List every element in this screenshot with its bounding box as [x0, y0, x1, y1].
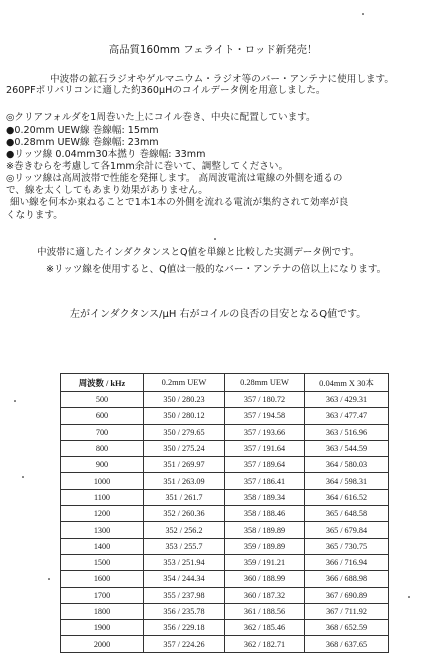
uew-028-cell: 362 / 185.46 — [225, 620, 305, 636]
frequency-cell: 600 — [61, 408, 144, 424]
uew-020-cell: 350 / 280.23 — [144, 392, 225, 408]
table-row — [61, 522, 389, 538]
detail-line: ◎クリアフォルダを1周巻いた上にコイル巻き、中央に配置しています。 — [6, 112, 316, 123]
scan-speck — [22, 476, 24, 478]
frequency-cell: 700 — [61, 424, 144, 440]
inductance-q-table — [60, 373, 389, 653]
litz-cell: 366 / 716.94 — [305, 554, 389, 570]
scan-speck — [408, 596, 410, 598]
uew-028-cell: 357 / 191.64 — [225, 440, 305, 456]
column-header-litz: 0.04mm X 30本 — [305, 374, 389, 392]
table-row — [61, 473, 389, 489]
table-row — [61, 424, 389, 440]
litz-cell: 365 / 679.84 — [305, 522, 389, 538]
uew-028-cell: 361 / 188.56 — [225, 603, 305, 619]
uew-020-cell: 354 / 244.34 — [144, 571, 225, 587]
detail-line: ●リッツ線 0.04mm30本撚り 巻線幅: 33mm — [6, 149, 206, 160]
frequency-cell: 1000 — [61, 473, 144, 489]
detail-line: ●0.20mm UEW線 巻線幅: 15mm — [6, 125, 159, 136]
litz-cell: 365 / 648.58 — [305, 506, 389, 522]
uew-020-cell: 353 / 255.7 — [144, 538, 225, 554]
uew-020-cell: 356 / 235.78 — [144, 603, 225, 619]
frequency-cell: 1700 — [61, 587, 144, 603]
inductance-q-table-container — [60, 373, 388, 653]
note-line: ※リッツ線を使用すると、Q値は一般的なバー・アンテナの倍以上になります。 — [46, 264, 387, 275]
frequency-cell: 1900 — [61, 620, 144, 636]
detail-line: ●0.28mm UEW線 巻線幅: 23mm — [6, 137, 159, 148]
litz-cell: 367 / 711.92 — [305, 603, 389, 619]
table-row — [61, 587, 389, 603]
frequency-cell: 1100 — [61, 489, 144, 505]
uew-020-cell: 356 / 229.18 — [144, 620, 225, 636]
uew-028-cell: 357 / 186.41 — [225, 473, 305, 489]
uew-020-cell: 350 / 280.12 — [144, 408, 225, 424]
table-row — [61, 554, 389, 570]
detail-line: 細い線を何本か束ねることで1本1本の外側を流れる電流が集約されて効率が良 — [10, 197, 349, 208]
litz-cell: 363 / 429.31 — [305, 392, 389, 408]
detail-line: ◎リッツ線は高周波帯で性能を発揮します。 高周波電流は電線の外側を通るの — [6, 173, 343, 184]
detail-line: くなります。 — [6, 210, 63, 221]
uew-028-cell: 357 / 194.58 — [225, 408, 305, 424]
uew-020-cell: 355 / 237.98 — [144, 587, 225, 603]
scan-speck — [14, 400, 16, 402]
detail-line: ※巻きむらを考慮して各1mm余計に巻いて、調整してください。 — [6, 161, 289, 172]
frequency-cell: 1600 — [61, 571, 144, 587]
table-row — [61, 538, 389, 554]
uew-020-cell: 350 / 275.24 — [144, 440, 225, 456]
scan-speck — [214, 238, 216, 240]
table-row — [61, 603, 389, 619]
page-title: 高品質160mm フェライト・ロッド新発売！ — [108, 44, 318, 56]
table-header-row — [61, 374, 389, 392]
litz-cell: 364 / 580.03 — [305, 457, 389, 473]
litz-cell: 363 / 516.96 — [305, 424, 389, 440]
uew-020-cell: 357 / 224.26 — [144, 636, 225, 652]
uew-020-cell: 351 / 269.97 — [144, 457, 225, 473]
column-header-frequency: 周波数 / kHz — [61, 374, 144, 392]
intro-line: 260PFポリバリコンに適した約360μHのコイルデータ例を用意しました。 — [6, 85, 326, 96]
intro-line: 中波帯の鉱石ラジオやゲルマニウム・ラジオ等のバー・アンテナに使用します。 — [50, 74, 394, 85]
litz-cell: 366 / 688.98 — [305, 571, 389, 587]
frequency-cell: 800 — [61, 440, 144, 456]
litz-cell: 368 / 652.59 — [305, 620, 389, 636]
litz-cell: 368 / 637.65 — [305, 636, 389, 652]
frequency-cell: 1500 — [61, 554, 144, 570]
scan-speck — [362, 13, 364, 15]
uew-020-cell: 353 / 251.94 — [144, 554, 225, 570]
uew-020-cell: 351 / 263.09 — [144, 473, 225, 489]
frequency-cell: 1200 — [61, 506, 144, 522]
litz-cell: 363 / 477.47 — [305, 408, 389, 424]
uew-028-cell: 357 / 180.72 — [225, 392, 305, 408]
uew-028-cell: 359 / 191.21 — [225, 554, 305, 570]
note-line: 中波帯に適したインダクタンスとQ値を単線と比較した実測データ例です。 — [37, 247, 360, 258]
litz-cell: 364 / 598.31 — [305, 473, 389, 489]
table-row — [61, 392, 389, 408]
table-caption: 左がインダクタンス/μH 右がコイルの良否の目安となるQ値です。 — [70, 309, 367, 320]
uew-028-cell: 360 / 187.32 — [225, 587, 305, 603]
table-row — [61, 440, 389, 456]
litz-cell: 367 / 690.89 — [305, 587, 389, 603]
table-row — [61, 571, 389, 587]
column-header-020-uew: 0.2mm UEW — [144, 374, 225, 392]
uew-028-cell: 358 / 189.89 — [225, 522, 305, 538]
frequency-cell: 2000 — [61, 636, 144, 652]
frequency-cell: 1400 — [61, 538, 144, 554]
uew-028-cell: 359 / 189.89 — [225, 538, 305, 554]
uew-020-cell: 352 / 256.2 — [144, 522, 225, 538]
table-row — [61, 489, 389, 505]
uew-020-cell: 352 / 260.36 — [144, 506, 225, 522]
table-row — [61, 636, 389, 652]
frequency-cell: 500 — [61, 392, 144, 408]
frequency-cell: 1800 — [61, 603, 144, 619]
frequency-cell: 900 — [61, 457, 144, 473]
column-header-028-uew: 0.28mm UEW — [225, 374, 305, 392]
table-body — [61, 392, 389, 653]
scan-speck — [48, 578, 50, 580]
table-row — [61, 408, 389, 424]
litz-cell: 363 / 544.59 — [305, 440, 389, 456]
uew-028-cell: 357 / 193.66 — [225, 424, 305, 440]
uew-020-cell: 351 / 261.7 — [144, 489, 225, 505]
frequency-cell: 1300 — [61, 522, 144, 538]
litz-cell: 365 / 730.75 — [305, 538, 389, 554]
table-row — [61, 620, 389, 636]
table-row — [61, 457, 389, 473]
uew-028-cell: 360 / 188.99 — [225, 571, 305, 587]
uew-028-cell: 362 / 182.71 — [225, 636, 305, 652]
uew-028-cell: 357 / 189.64 — [225, 457, 305, 473]
table-row — [61, 506, 389, 522]
litz-cell: 364 / 616.52 — [305, 489, 389, 505]
uew-028-cell: 358 / 189.34 — [225, 489, 305, 505]
uew-020-cell: 350 / 279.65 — [144, 424, 225, 440]
uew-028-cell: 358 / 188.46 — [225, 506, 305, 522]
detail-line: で、線を太くしてもあまり効果がありません。 — [6, 185, 208, 196]
